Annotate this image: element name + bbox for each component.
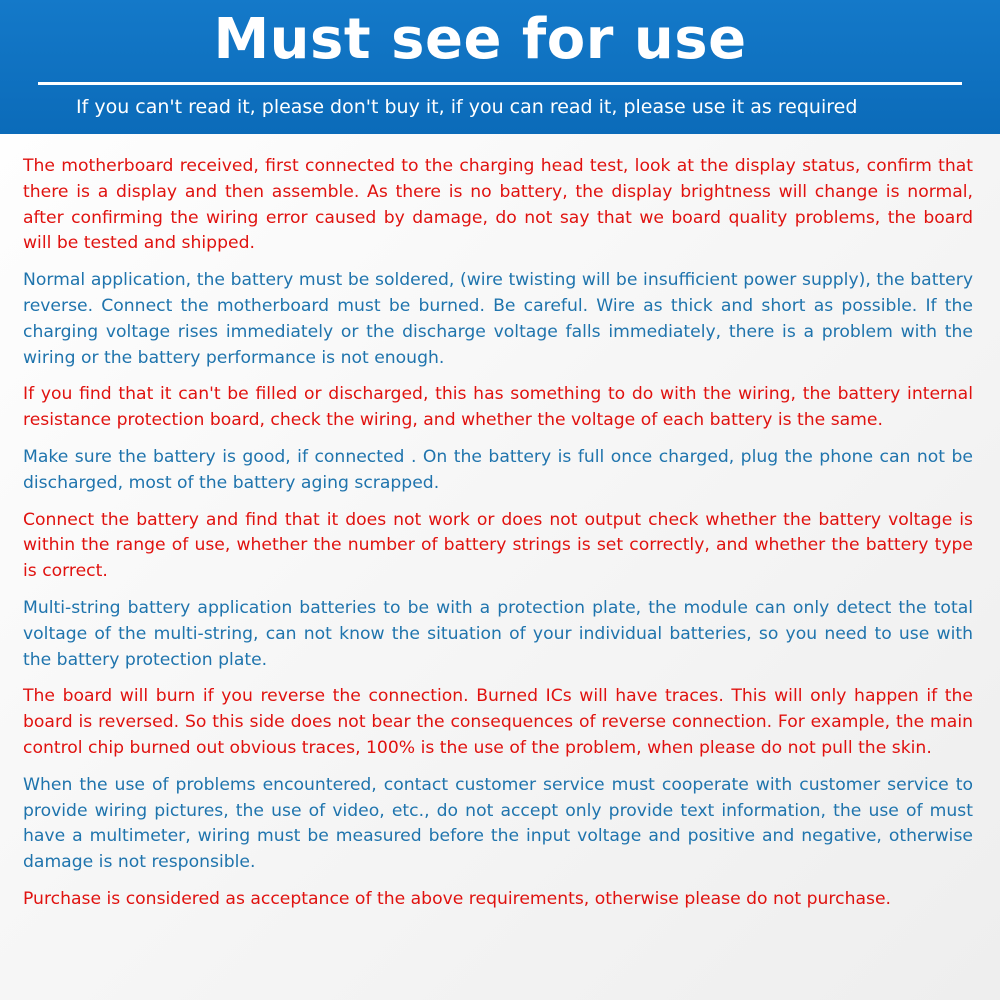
instructions-body bbox=[23, 154, 973, 924]
instruction-paragraph-1: The motherboard received, first connected to the charging head test, look at the display status, confirm that there is a display and then assemble. As there is no battery, the display brightness will change is normal, after confirming the wiring error caused by damage, do not say that we board quality problems, the board will be tested and shipped. bbox=[23, 156, 973, 254]
instruction-paragraph-2: Normal application, the battery must be soldered, (wire twisting will be insufficient power supply), the battery reverse. Connect the motherboard must be burned. Be careful. Wire as thick and short as possible. If the charging voltage rises immediately or the discharge voltage falls immediately, there is a problem with the wiring or the battery performance is not enough. bbox=[23, 270, 973, 368]
instruction-paragraph-6: Multi-string battery application batteries to be with a protection plate, the module can only detect the total voltage of the multi-string, can not know the situation of your individual batteries, so you need to use with the battery protection plate. bbox=[23, 597, 973, 670]
instruction-paragraph-4: Make sure the battery is good, if connected . On the battery is full once charged, plug the phone can not be discharged, most of the battery aging scrapped. bbox=[23, 446, 973, 493]
instruction-paragraph-7: The board will burn if you reverse the connection. Burned ICs will have traces. This will only happen if the board is reversed. So this side does not bear the consequences of reverse connection. For example, the main control chip burned out obvious traces, 100% is the use of the problem, when please do not pull the skin. bbox=[23, 686, 973, 758]
instruction-paragraph-9: Purchase is considered as acceptance of the above requirements, otherwise please do not purchase. bbox=[23, 888, 891, 909]
header-banner bbox=[0, 0, 1000, 134]
page-subtitle: If you can't read it, please don't buy it, if you can read it, please use it as required bbox=[76, 96, 858, 118]
instruction-paragraph-5: Connect the battery and find that it does not work or does not output check whether the battery voltage is within the range of use, whether the number of battery strings is set correctly, and whether the battery type is correct. bbox=[23, 509, 973, 582]
instruction-paragraph-3: If you find that it can't be filled or discharged, this has something to do with the wiring, the battery internal resistance protection board, check the wiring, and whether the voltage of each battery is the same. bbox=[23, 384, 973, 431]
title-divider bbox=[38, 82, 962, 85]
page-title: Must see for use bbox=[213, 7, 747, 72]
instruction-paragraph-8: When the use of problems encountered, contact customer service must cooperate with customer service to provide wiring pictures, the use of video, etc., do not accept only provide text information, the use of must have a multimeter, wiring must be measured before the input voltage and positive and negative, otherwise damage is not responsible. bbox=[23, 774, 973, 873]
